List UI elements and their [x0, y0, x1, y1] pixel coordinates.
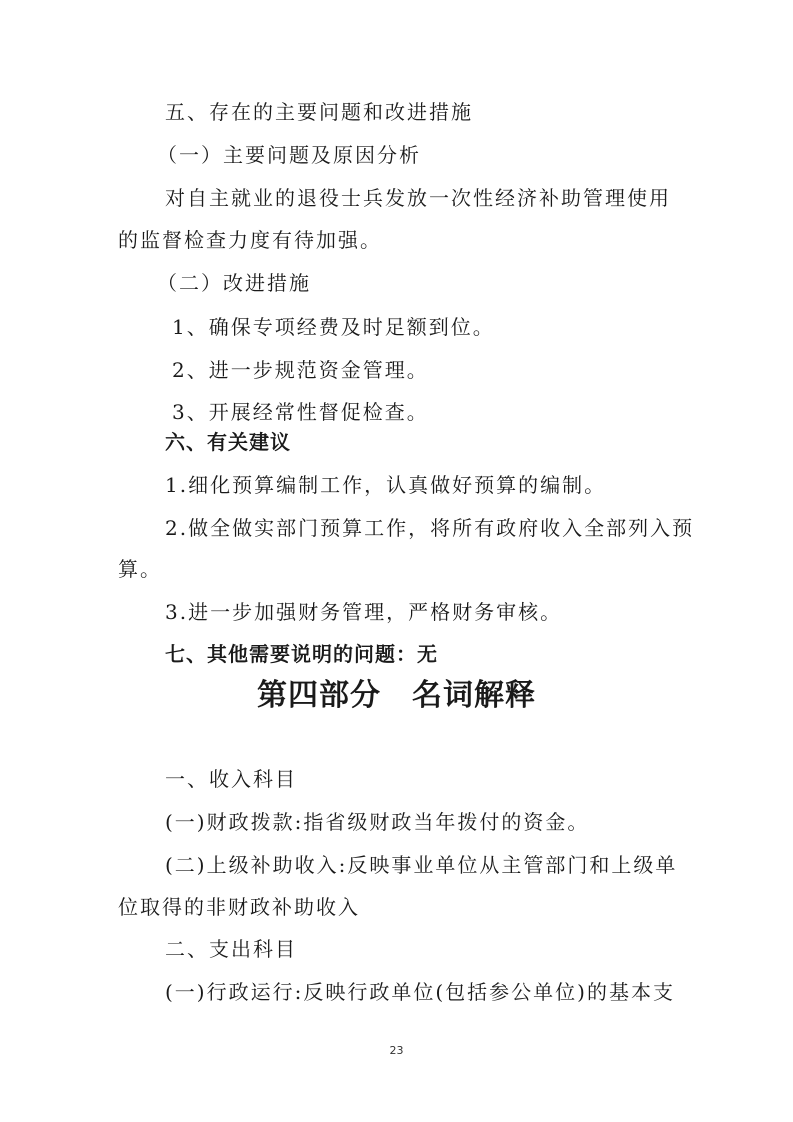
income-item-2-line-1: (二)上级补助收入:反映事业单位从主管部门和上级单: [165, 853, 678, 877]
measure-item-2: 2、进一步规范资金管理。: [172, 358, 429, 382]
measure-item-3: 3、开展经常性督促检查。: [172, 400, 429, 424]
suggestion-item-3: 3.进一步加强财务管理，严格财务审核。: [165, 600, 563, 624]
section6-heading: 六、有关建议: [165, 430, 291, 454]
income-heading: 一、收入科目: [165, 767, 297, 791]
section7-heading: 七、其他需要说明的问题：无: [165, 642, 438, 666]
page-number: 23: [389, 1044, 404, 1057]
section5-sub2-heading: （二）改进措施: [157, 271, 311, 295]
measure-item-1: 1、确保专项经费及时足额到位。: [172, 315, 495, 339]
suggestion-item-1: 1.细化预算编制工作，认真做好预算的编制。: [165, 473, 607, 497]
suggestion-item-2: 2.做全做实部门预算工作，将所有政府收入全部列入预: [165, 516, 695, 540]
suggestion-item-2-continued: 算。: [118, 557, 162, 581]
section5-paragraph-line-2: 的监督检查力度有待加强。: [118, 228, 382, 252]
section5-heading: 五、存在的主要问题和改进措施: [165, 100, 473, 124]
section5-paragraph-line-1: 对自主就业的退役士兵发放一次性经济补助管理使用: [165, 186, 671, 210]
section5-sub1-heading: （一）主要问题及原因分析: [157, 143, 421, 167]
income-item-2-line-2: 位取得的非财政补助收入: [118, 895, 360, 919]
part4-title: 第四部分 名词解释: [257, 678, 536, 713]
expense-heading: 二、支出科目: [165, 937, 297, 961]
expense-item-1-line-1: (一)行政运行:反映行政单位(包括参公单位)的基本支: [165, 980, 675, 1004]
income-item-1: (一)财政拨款:指省级财政当年拨付的资金。: [165, 810, 590, 834]
